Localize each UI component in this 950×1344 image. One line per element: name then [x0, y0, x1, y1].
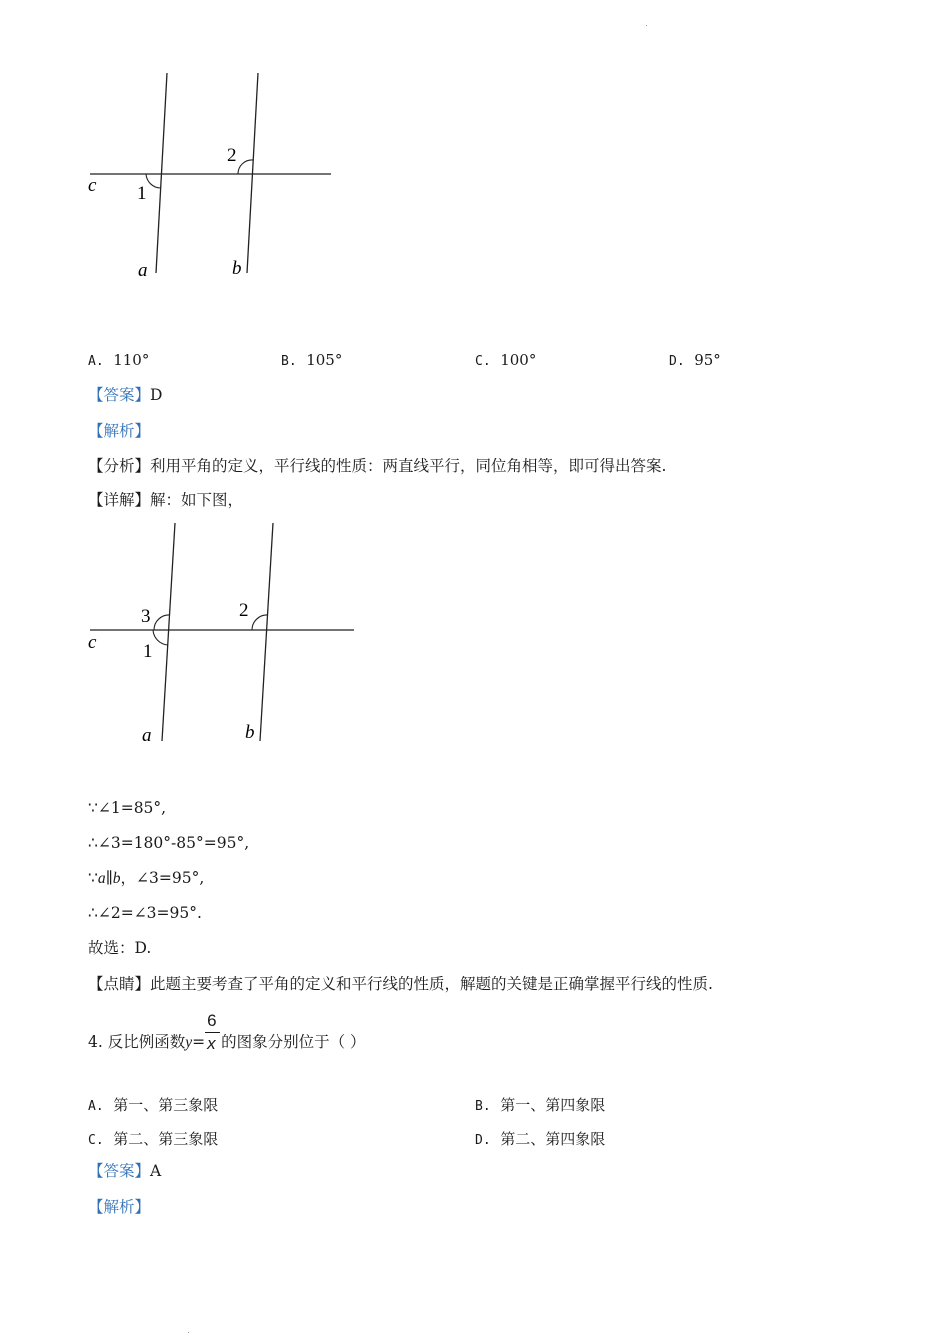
label-a: a [138, 260, 148, 281]
option-letter: B. [475, 1099, 491, 1114]
option-value: 110° [113, 351, 150, 369]
angle-1-arc [146, 174, 161, 188]
q4-suffix: 的图象分别位于（ ） [221, 1033, 366, 1051]
label-2: 2 [239, 600, 249, 621]
step-1: ∵∠1=85°, [88, 799, 167, 817]
comment-text: 此题主要考查了平角的定义和平行线的性质，解题的关键是正确掌握平行线的性质. [150, 975, 713, 993]
scan-dot [646, 25, 647, 26]
label-1: 1 [137, 183, 147, 204]
detail-tag: 【详解】 [88, 491, 151, 509]
analysis-text: 利用平角的定义，平行线的性质：两直线平行，同位角相等，即可得出答案. [150, 457, 667, 475]
line-b [247, 73, 258, 273]
analysis-tag: 【分析】 [88, 457, 151, 475]
q4-explain-tag: 【解析】 [88, 1198, 151, 1216]
angle-2-arc [238, 160, 254, 174]
option-letter: B. [281, 354, 297, 369]
q3-option-a [88, 351, 149, 369]
answer-tag: 【答案】 [88, 386, 151, 404]
answer-value: D [150, 386, 163, 404]
label-c: c [88, 632, 97, 653]
angle-3-arc [154, 615, 170, 630]
label-b: b [232, 258, 242, 279]
scan-dot [188, 1332, 189, 1333]
option-value: 100° [500, 351, 537, 369]
label-2: 2 [227, 145, 237, 166]
label-3: 3 [141, 606, 151, 627]
step-rest: ，∠3=95°, [120, 869, 205, 887]
q4-option-c [88, 1128, 218, 1149]
step-2: ∴∠3=180°-85°=95°, [88, 834, 250, 852]
fraction-bar [205, 1032, 220, 1033]
step-3 [88, 868, 204, 889]
fraction-numerator: 6 [207, 1011, 217, 1030]
label-a: a [142, 725, 152, 746]
q4-option-a [88, 1094, 218, 1115]
option-letter: D. [475, 1133, 491, 1148]
q3-answer [88, 385, 162, 405]
conclusion: 故选：D. [88, 939, 152, 957]
option-letter: C. [475, 354, 491, 369]
q4-option-d [475, 1128, 605, 1149]
answer-tag: 【答案】 [88, 1162, 151, 1180]
q4-answer [88, 1161, 161, 1181]
option-letter: C. [88, 1133, 104, 1148]
angle-1-arc [153, 630, 168, 645]
option-letter: A. [88, 1099, 104, 1114]
q3-comment [88, 974, 713, 994]
line-a [156, 73, 167, 273]
q3-option-d [669, 351, 721, 369]
option-value: 105° [306, 351, 343, 369]
label-b: b [245, 722, 255, 743]
option-letter: D. [669, 354, 685, 369]
q4-option-b [475, 1094, 605, 1115]
var-a: a [97, 870, 106, 887]
comment-tag: 【点睛】 [88, 975, 151, 993]
q4-prefix: 4. 反比例函数 [88, 1033, 186, 1051]
q3-detail [88, 490, 243, 510]
option-letter: A. [88, 354, 104, 369]
detail-text: 解：如下图， [150, 491, 244, 509]
figure-2-parallel-lines [80, 515, 370, 755]
q3-analysis [88, 456, 666, 476]
q3-explain-tag: 【解析】 [88, 422, 151, 440]
option-value: 第二、第三象限 [113, 1130, 219, 1148]
option-value: 第一、第三象限 [113, 1096, 219, 1114]
label-c: c [88, 175, 97, 196]
option-value: 第一、第四象限 [500, 1096, 606, 1114]
figure-1-parallel-lines [80, 65, 350, 290]
var-b: b [112, 870, 121, 887]
q3-option-c [475, 351, 536, 369]
parallel-symbol: ∥ [105, 869, 113, 887]
line-b [260, 523, 273, 741]
fraction-denominator: x [207, 1034, 216, 1053]
option-value: 95° [694, 351, 721, 369]
label-1: 1 [143, 641, 153, 662]
step-4: ∴∠2=∠3=95°. [88, 904, 202, 922]
var-y: y [185, 1034, 193, 1051]
answer-value: A [150, 1162, 162, 1180]
q4-stem [88, 1011, 366, 1053]
line-a [162, 523, 175, 741]
because-symbol: ∵ [88, 869, 98, 887]
angle-2-arc [252, 615, 268, 630]
fraction [205, 1011, 221, 1053]
q3-option-b [281, 351, 342, 369]
option-value: 第二、第四象限 [500, 1130, 606, 1148]
equals-sign: = [192, 1033, 206, 1051]
